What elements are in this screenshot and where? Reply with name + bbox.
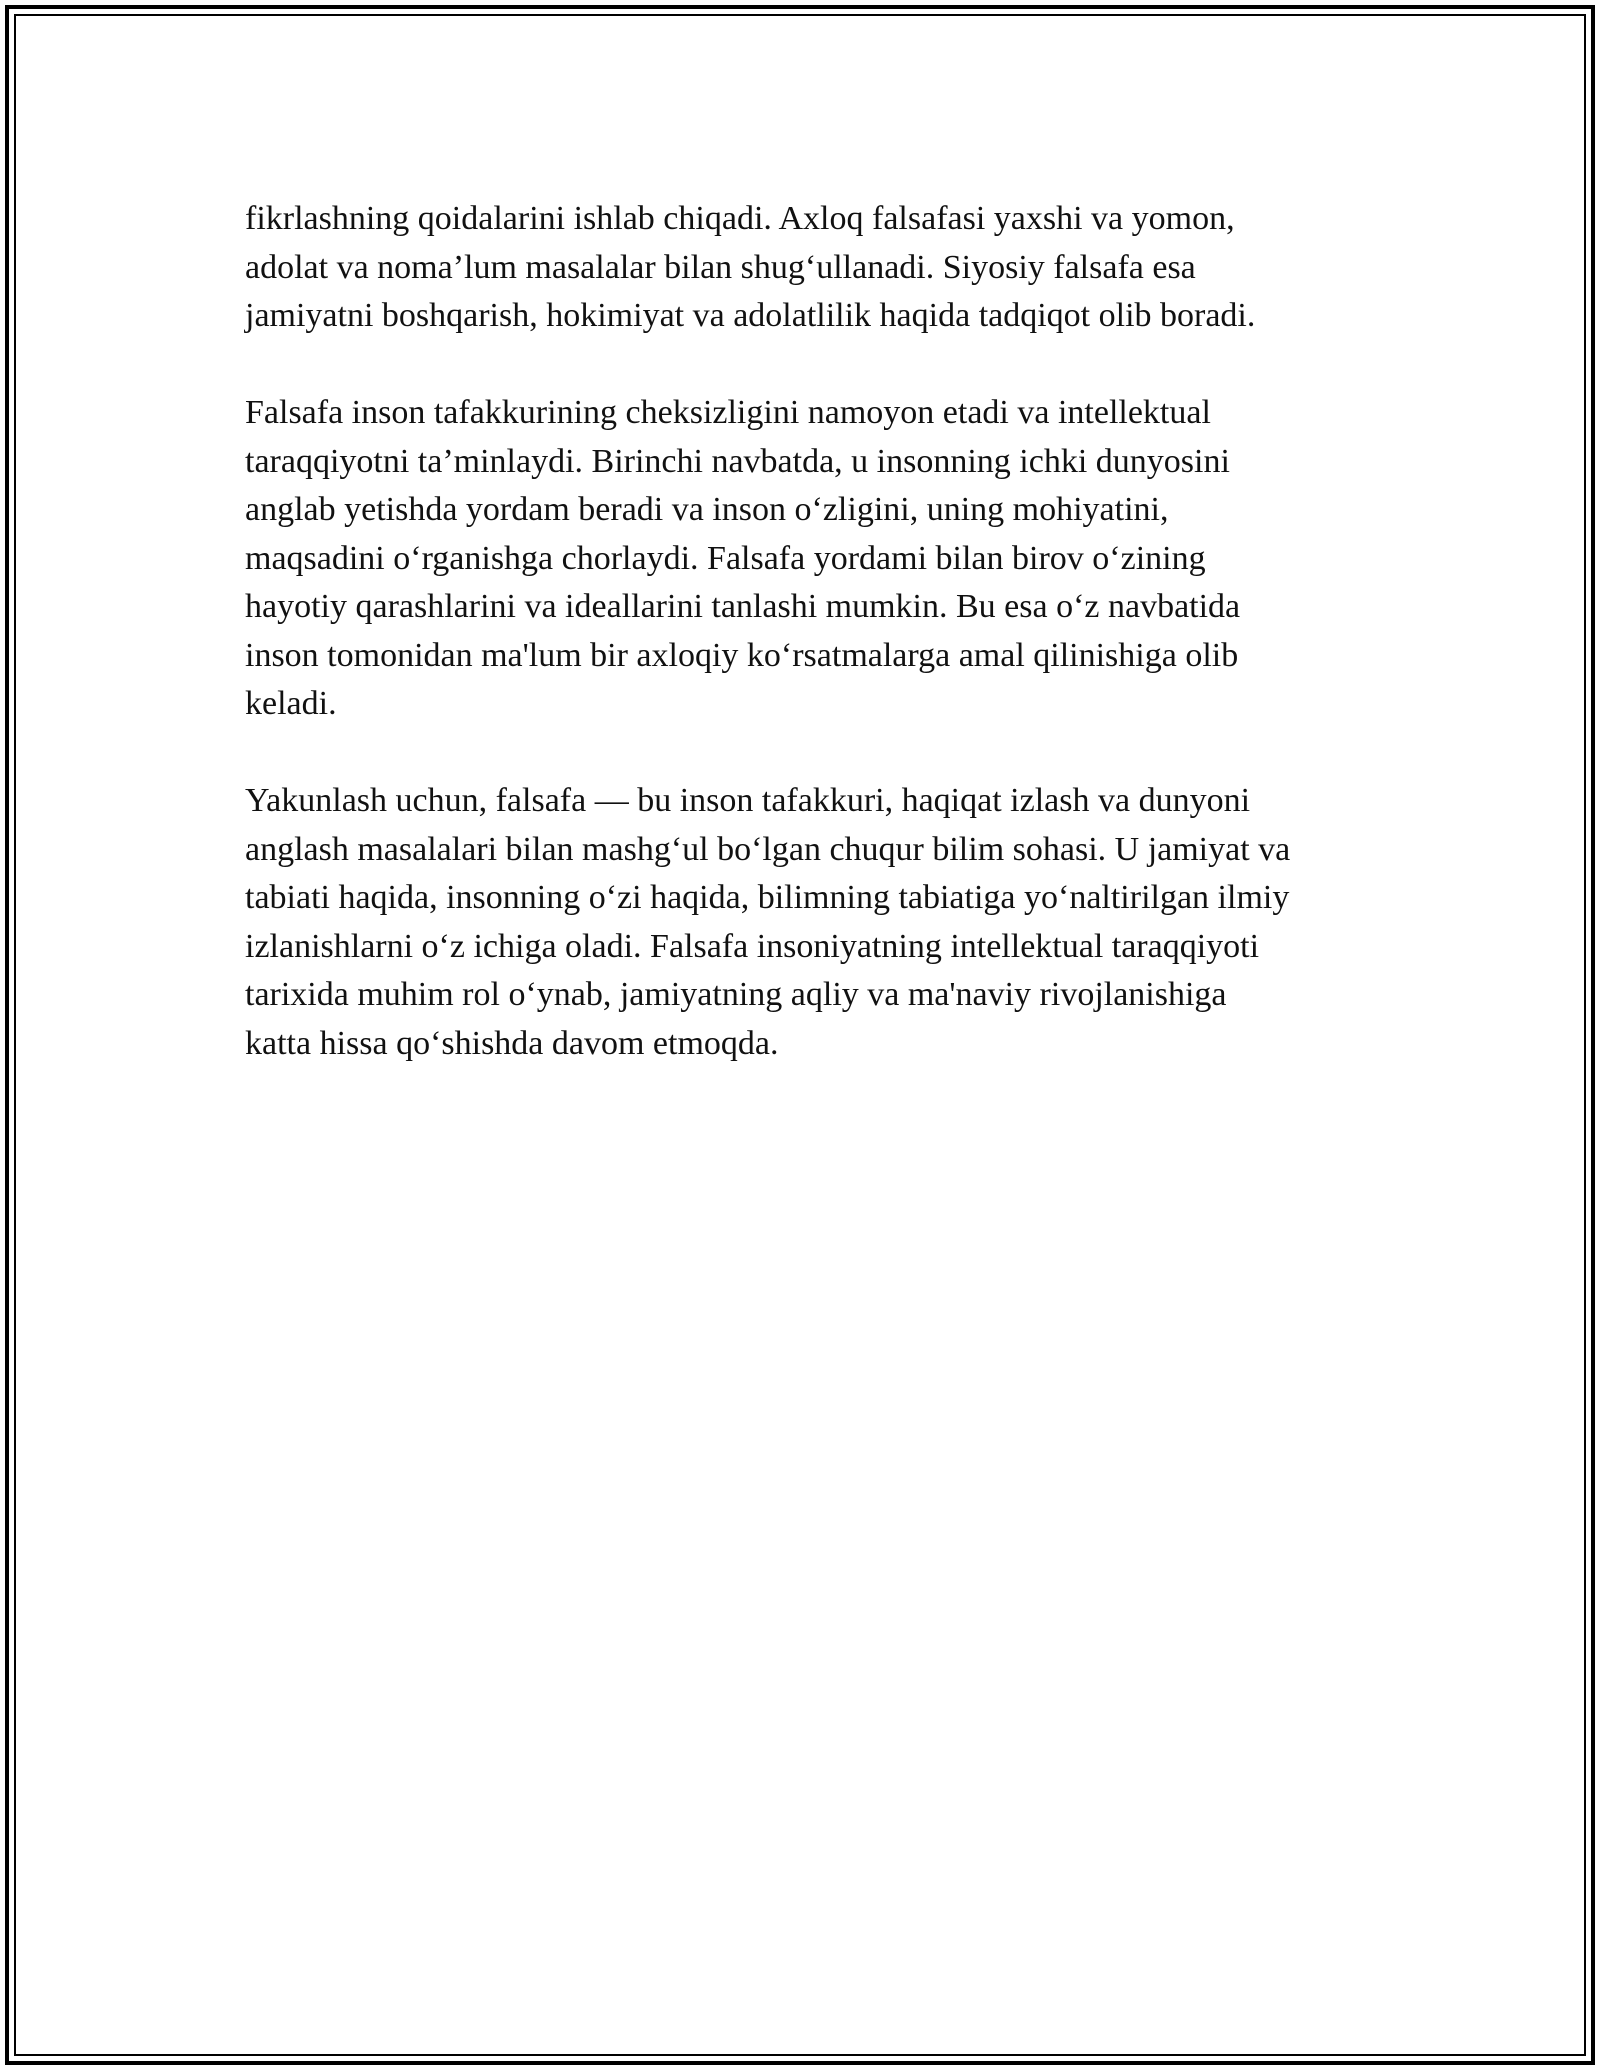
text-line: anglab yetishda yordam beradi va inson o‘zligini, uning mohiyatini, (245, 491, 1169, 528)
text-line: inson tomonidan ma'lum bir axloqiy ko‘rsatmalarga amal qilinishiga olib (245, 636, 1239, 674)
text-line: fikrlashning qoidalarini ishlab chiqadi. Axloq falsafasi yaxshi va yomon, (245, 200, 1235, 237)
text-line: izlanishlarni o‘z ichiga oladi. Falsafa insoniyatning intellektual taraqqiyoti (245, 927, 1260, 965)
text-line: taraqqiyotni ta’minlaydi. Birinchi navbatda, u insonning ichki dunyosini (245, 442, 1230, 480)
text-line: hayotiy qarashlarini va ideallarini tanlashi mumkin. Bu esa o‘z navbatida (245, 588, 1241, 625)
text-line: tarixida muhim rol o‘ynab, jamiyatning aqliy va ma'naviy rivojlanishiga (245, 976, 1227, 1013)
text-line: katta hissa qo‘shishda davom etmoqda. (245, 1024, 779, 1062)
text-line: Falsafa inson tafakkurining cheksizligini namoyon etadi va intellektual (245, 394, 1211, 431)
text-line: Yakunlash uchun, falsafa — bu inson tafakkuri, haqiqat izlash va dunyoni (245, 782, 1251, 819)
text-line: adolat va noma’lum masalalar bilan shug‘ullanadi. Siyosiy falsafa esa (245, 248, 1196, 286)
paragraph-2 (245, 389, 1385, 729)
page-border (5, 5, 1595, 2065)
paragraph-1 (245, 195, 1385, 341)
document-body (245, 195, 1385, 1117)
text-line: keladi. (245, 685, 337, 722)
text-line: jamiyatni boshqarish, hokimiyat va adolatlilik haqida tadqiqot olib boradi. (245, 297, 1256, 334)
text-line: maqsadini o‘rganishga chorlaydi. Falsafa yordami bilan birov o‘zining (245, 539, 1206, 577)
text-line: tabiati haqida, insonning o‘zi haqida, bilimning tabiatiga yo‘naltirilgan ilmiy (245, 879, 1290, 916)
paragraph-3 (245, 777, 1385, 1068)
text-line: anglash masalalari bilan mashg‘ul bo‘lgan chuqur bilim sohasi. U jamiyat va (245, 830, 1291, 868)
